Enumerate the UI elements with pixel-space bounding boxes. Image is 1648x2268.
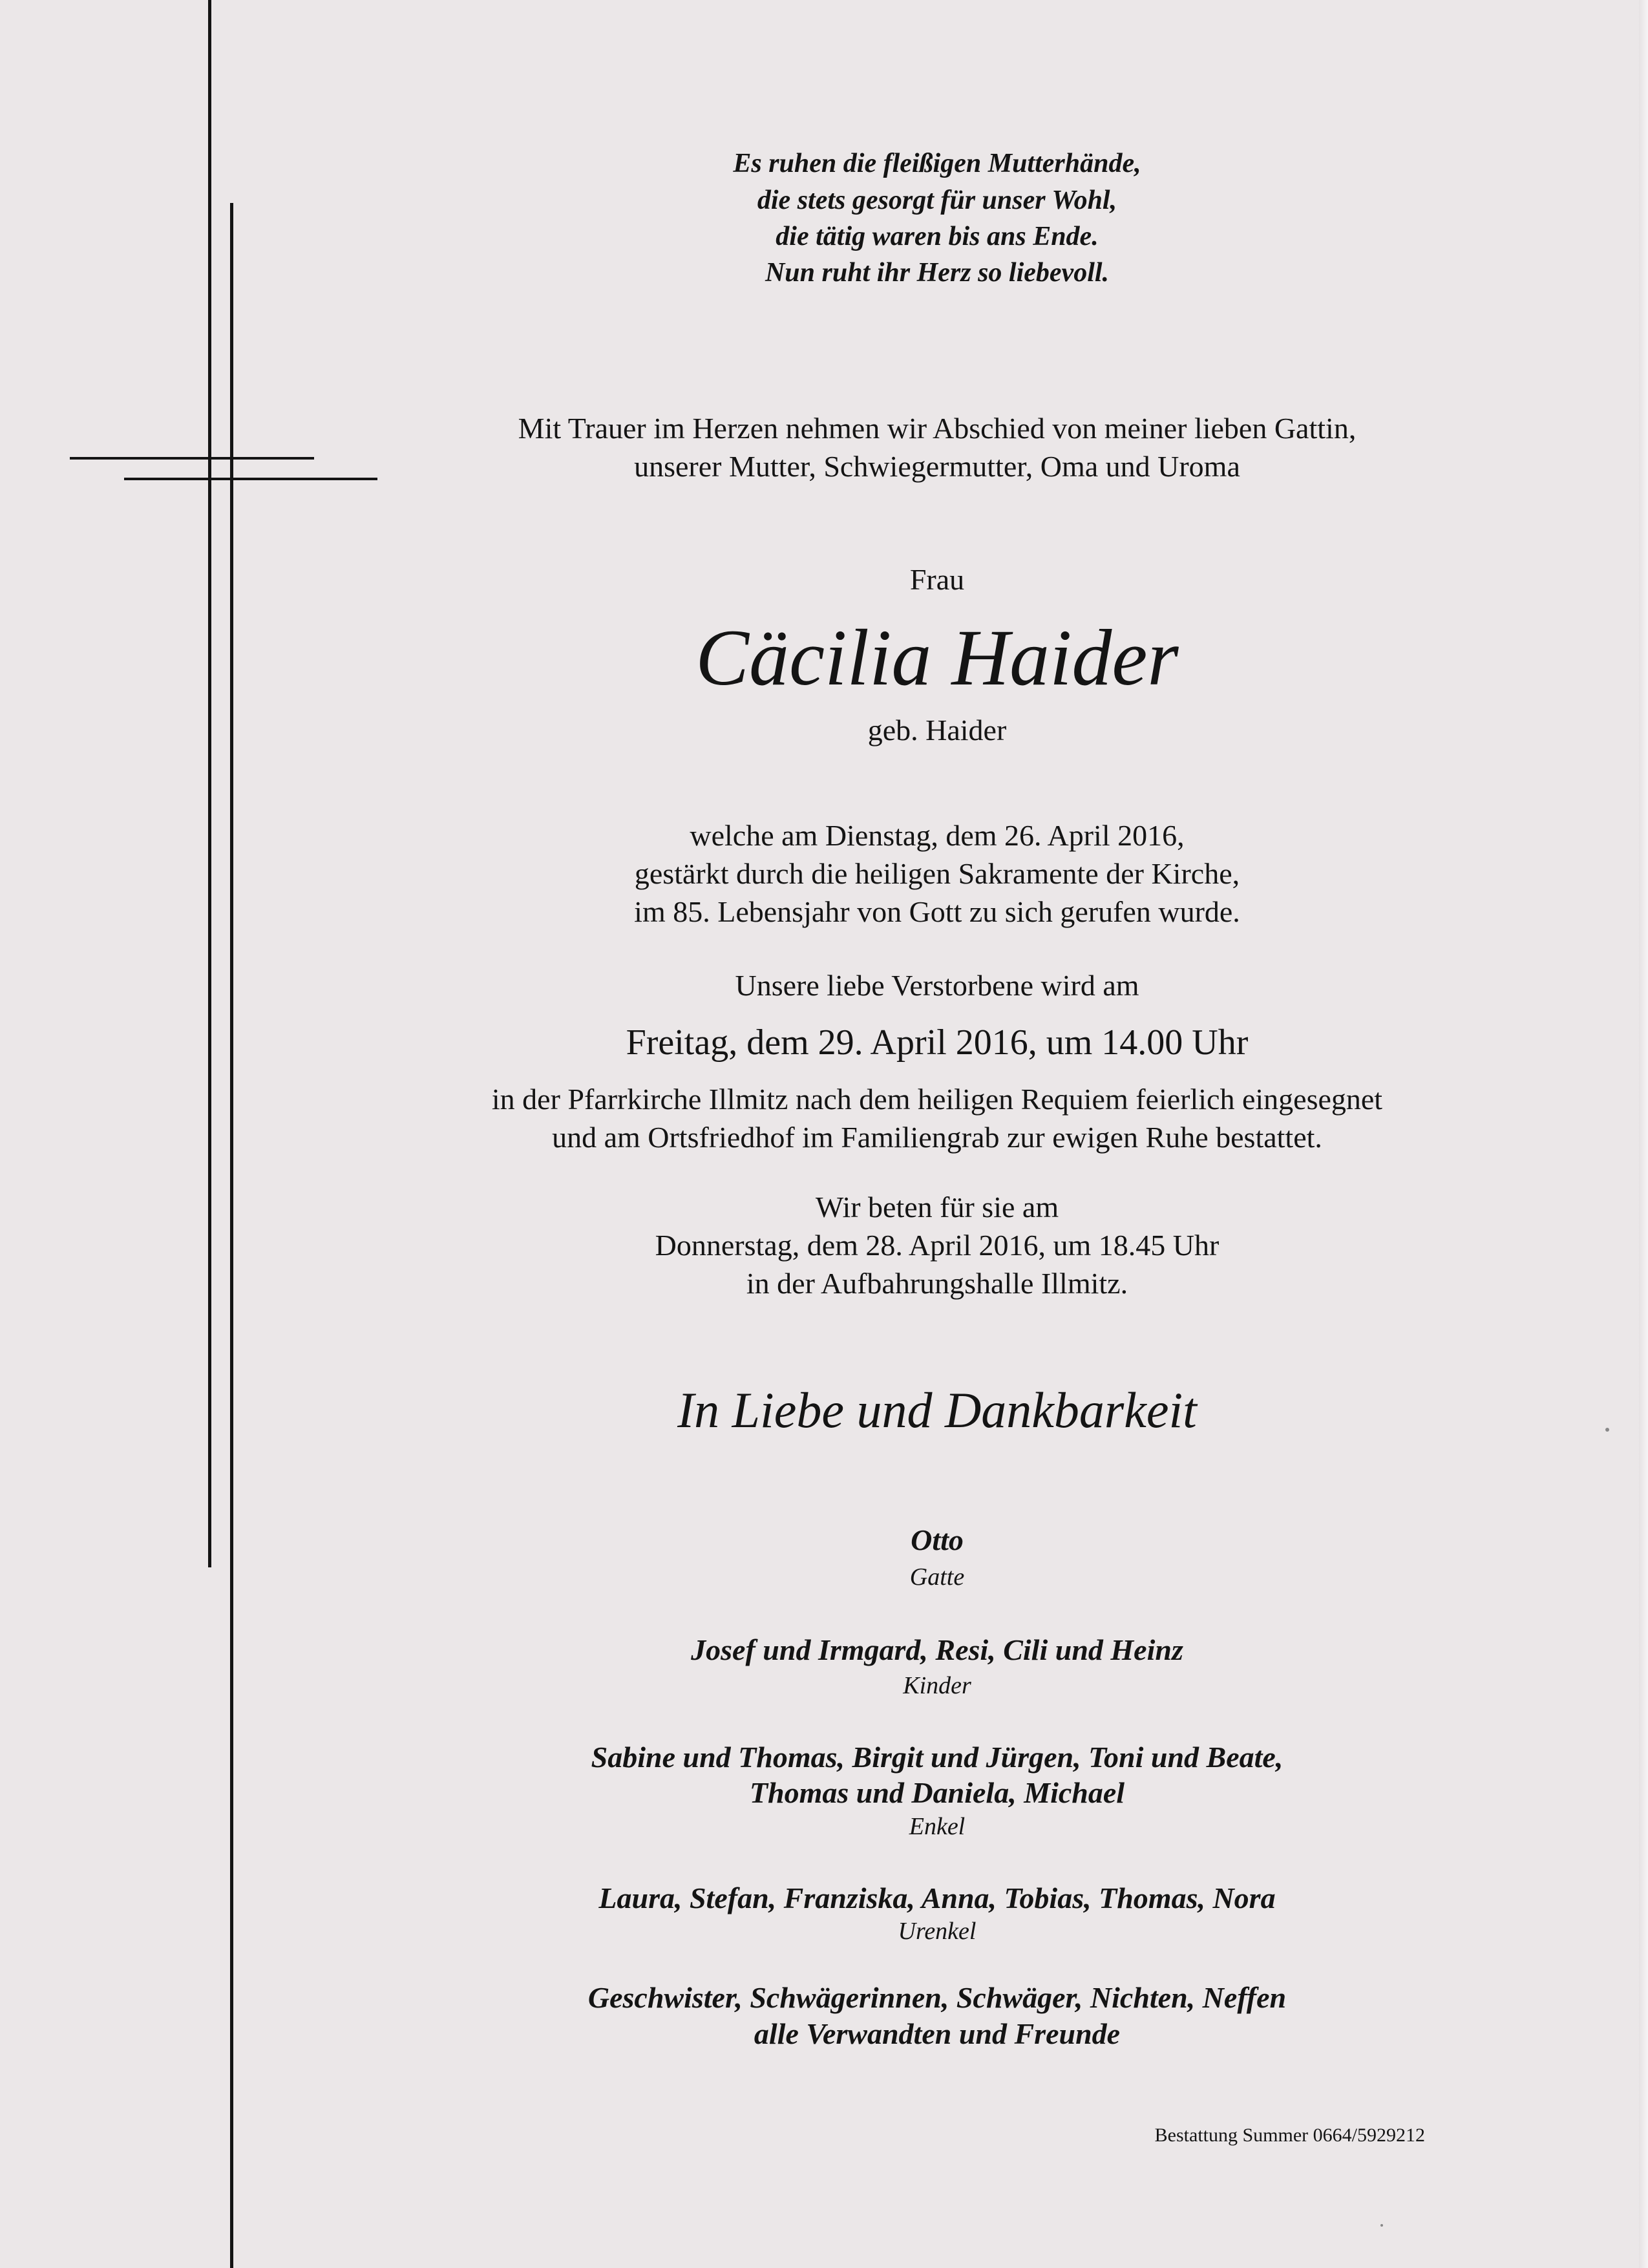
great-grandchildren-names: Laura, Stefan, Franziska, Anna, Tobias, Thomas, Nora bbox=[598, 1881, 1276, 1914]
death-line: im 85. Lebensjahr von Gott zu sich gerufen wurde. bbox=[634, 895, 1240, 928]
grandchildren-names: Sabine und Thomas, Birgit und Jürgen, Toni und Beate, bbox=[591, 1741, 1284, 1774]
paper-speck bbox=[1605, 1428, 1609, 1432]
cross-vertical-line-left bbox=[208, 0, 211, 1567]
spouse-role: Gatte bbox=[909, 1563, 965, 1591]
funeral-place-line: in der Pfarrkirche Illmitz nach dem heiligen Requiem feierlich eingesegnet bbox=[491, 1083, 1383, 1116]
relatives-line: alle Verwandten und Freunde bbox=[754, 2017, 1121, 2050]
death-line: gestärkt durch die heiligen Sakramente der Kirche, bbox=[634, 857, 1240, 890]
children-role: Kinder bbox=[903, 1672, 971, 1699]
intro-line: unserer Mutter, Schwiegermutter, Oma und Uroma bbox=[634, 450, 1240, 483]
children-names: Josef und Irmgard, Resi, Cili und Heinz bbox=[691, 1633, 1183, 1666]
deceased-name: Cäcilia Haider bbox=[695, 613, 1179, 702]
funeral-intro: Unsere liebe Verstorbene wird am bbox=[735, 969, 1139, 1002]
poem-line: Es ruhen die fleißigen Mutterhände, bbox=[733, 149, 1141, 178]
intro-line: Mit Trauer im Herzen nehmen wir Abschied von meiner lieben Gattin, bbox=[518, 412, 1357, 445]
cross-horizontal-line-upper bbox=[70, 457, 314, 460]
prayer-line: in der Aufbahrungshalle Illmitz. bbox=[746, 1267, 1128, 1300]
prayer-line: Donnerstag, dem 28. April 2016, um 18.45 Uhr bbox=[655, 1229, 1220, 1262]
grandchildren-names: Thomas und Daniela, Michael bbox=[749, 1776, 1125, 1809]
death-line: welche am Dienstag, dem 26. April 2016, bbox=[690, 819, 1185, 852]
salutation: Frau bbox=[909, 563, 965, 596]
maiden-name: geb. Haider bbox=[867, 714, 1007, 747]
grandchildren-role: Enkel bbox=[909, 1813, 966, 1840]
spouse-name: Otto bbox=[911, 1523, 964, 1556]
funeral-home-contact: Bestattung Summer 0664/5929212 bbox=[1154, 2125, 1425, 2146]
cross-vertical-line-right bbox=[230, 203, 233, 2268]
page-edge bbox=[1639, 0, 1648, 2268]
relatives-line: Geschwister, Schwägerinnen, Schwäger, Nichten, Neffen bbox=[587, 1981, 1287, 2014]
closing-phrase: In Liebe und Dankbarkeit bbox=[677, 1382, 1197, 1438]
poem-line: die tätig waren bis ans Ende. bbox=[776, 222, 1099, 251]
prayer-line: Wir beten für sie am bbox=[815, 1191, 1059, 1224]
cross-horizontal-line-lower bbox=[124, 478, 377, 480]
poem-line: die stets gesorgt für unser Wohl, bbox=[757, 185, 1117, 215]
poem-line: Nun ruht ihr Herz so liebevoll. bbox=[765, 258, 1110, 288]
funeral-place-line: und am Ortsfriedhof im Familiengrab zur ewigen Ruhe bestattet. bbox=[552, 1121, 1322, 1154]
great-grandchildren-role: Urenkel bbox=[898, 1918, 977, 1945]
paper-speck bbox=[1380, 2224, 1383, 2227]
funeral-date: Freitag, dem 29. April 2016, um 14.00 Uhr bbox=[626, 1023, 1249, 1063]
